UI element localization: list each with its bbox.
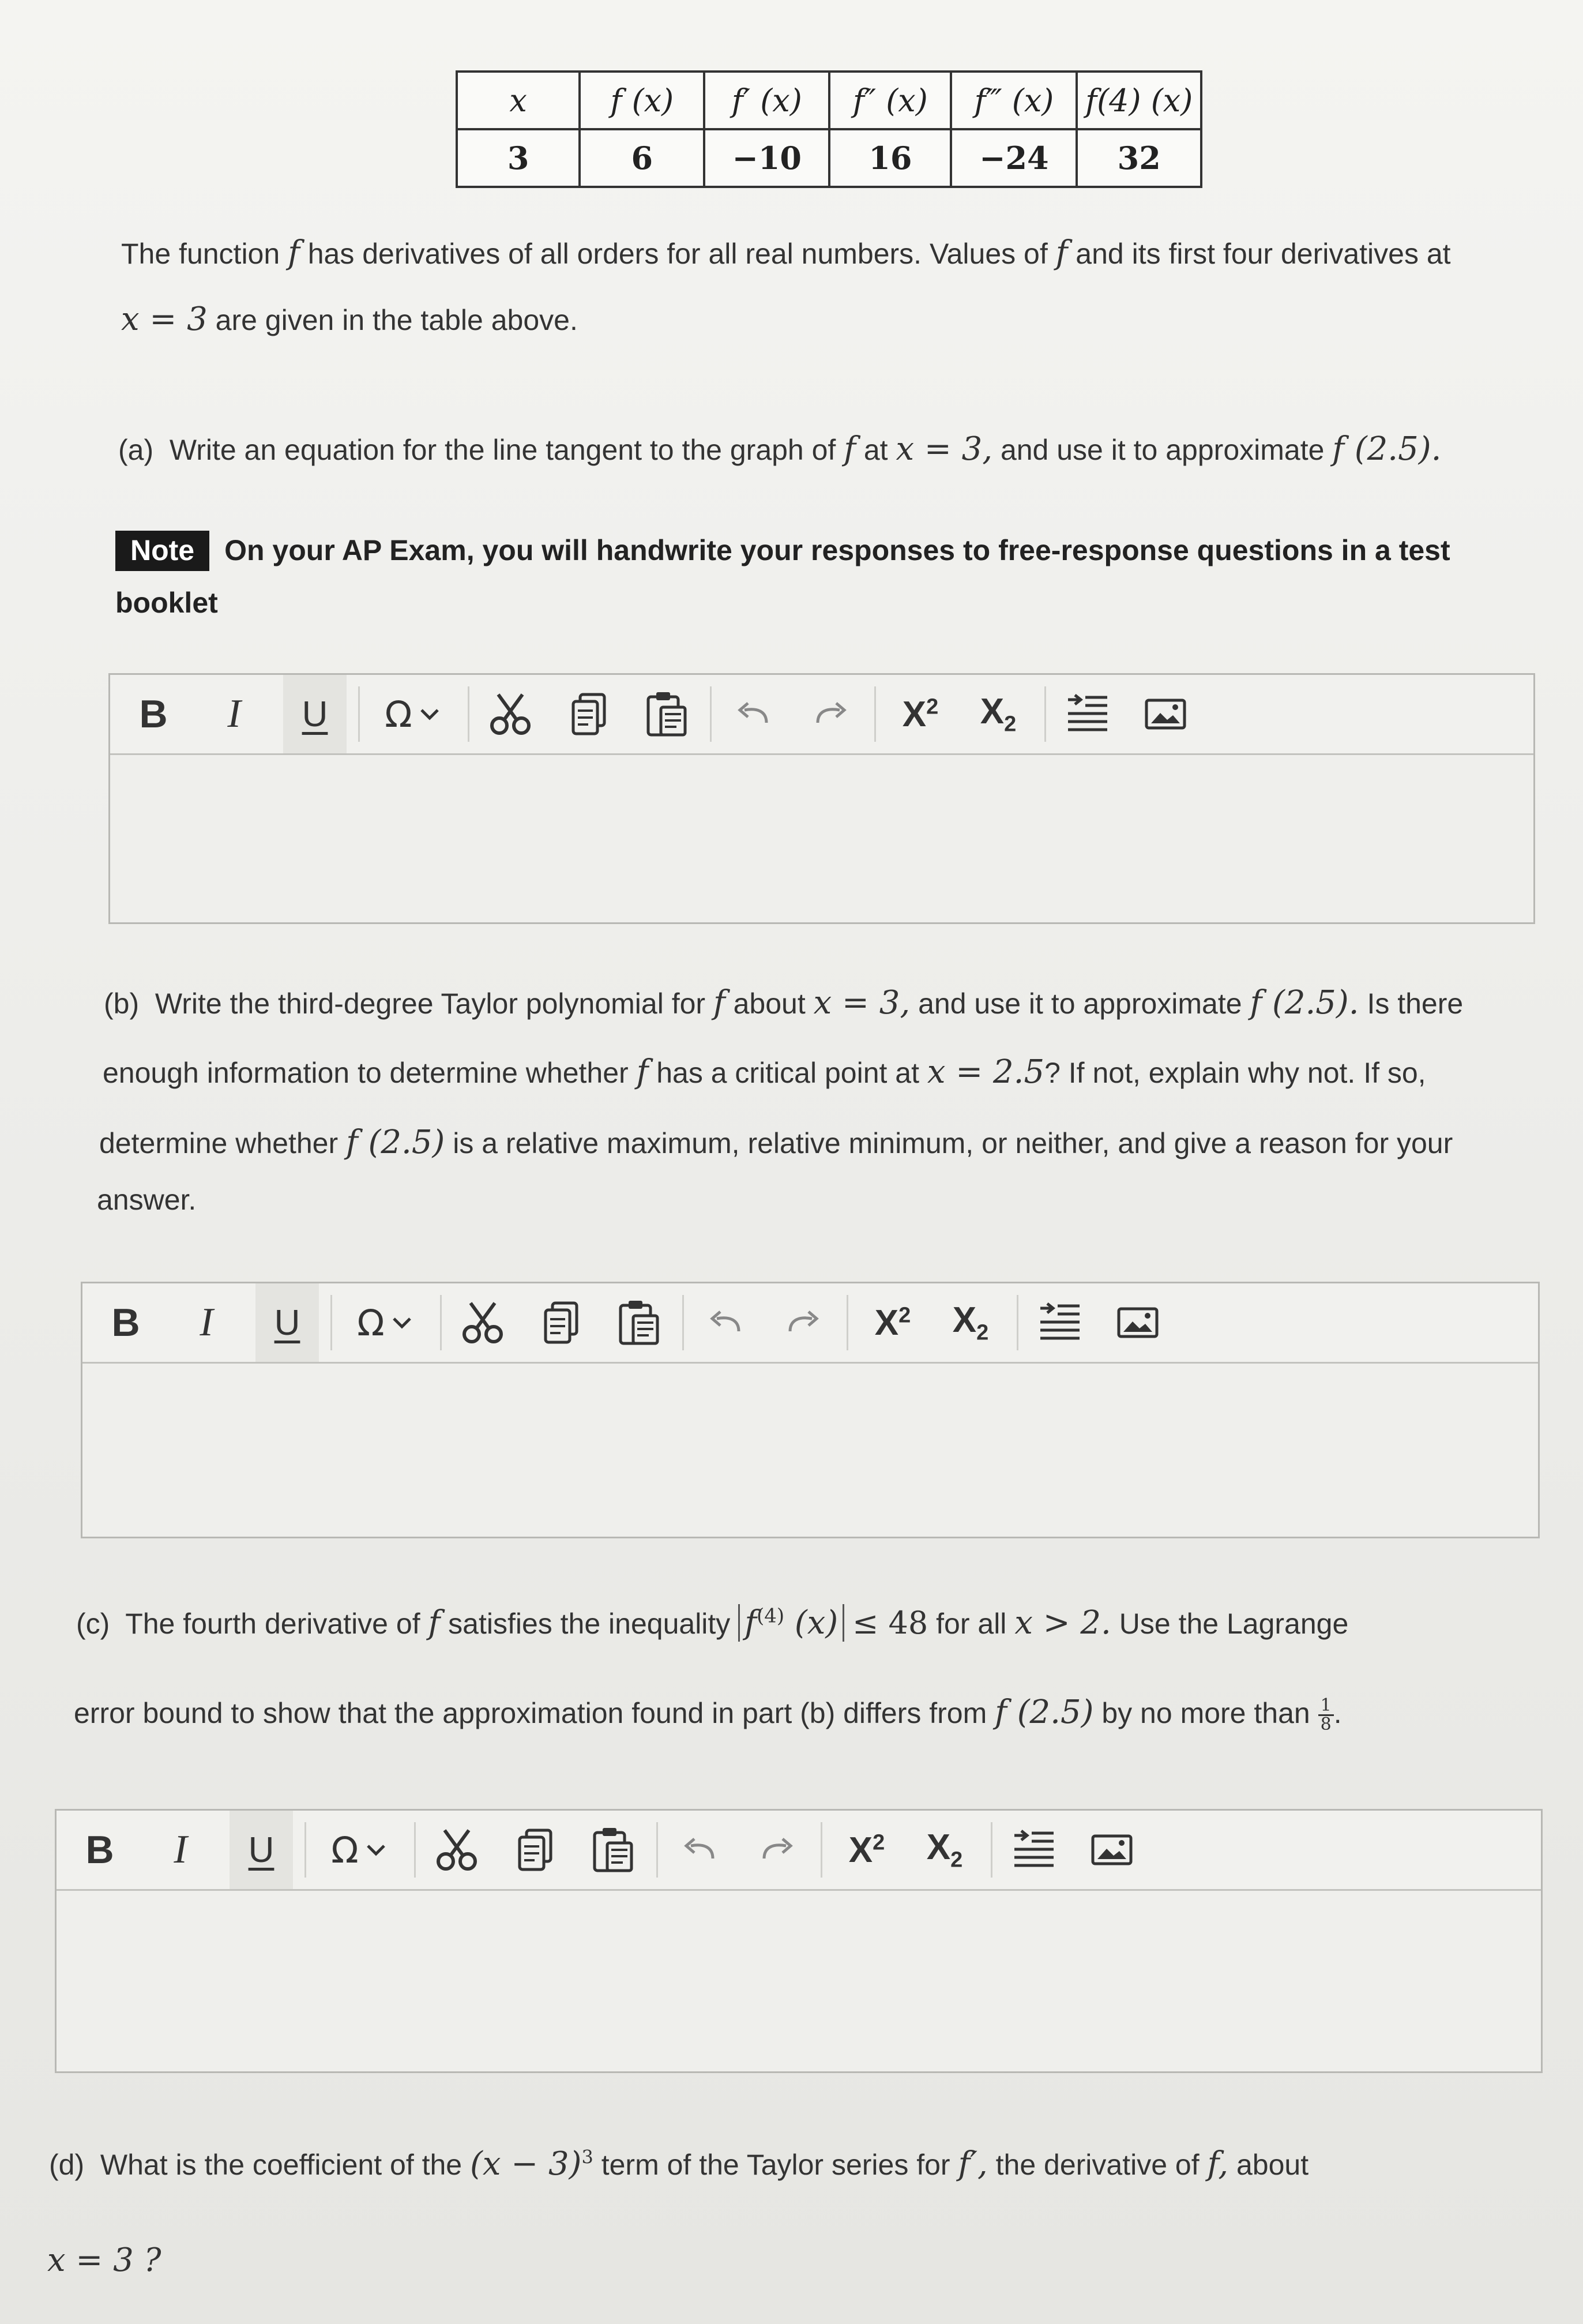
bold-button[interactable] bbox=[100, 1283, 152, 1362]
math-abs-f4: $f^{(4)}$ (x) bbox=[738, 1604, 844, 1642]
part-c-text: by no more than bbox=[1101, 1697, 1310, 1729]
bold-icon: B bbox=[85, 1828, 114, 1872]
part-b-text: and use it to approximate bbox=[918, 988, 1242, 1020]
subscript-base: X bbox=[952, 1300, 977, 1341]
part-d-line-2 bbox=[47, 2241, 161, 2280]
intro-line-2 bbox=[121, 300, 578, 339]
part-c-text: Use the Lagrange bbox=[1119, 1608, 1349, 1640]
part-c-text: for all bbox=[936, 1608, 1007, 1640]
paste-icon bbox=[617, 1298, 661, 1347]
table-cell-f2: 16 bbox=[829, 129, 951, 187]
paste-button[interactable] bbox=[635, 675, 698, 753]
special-characters-dropdown[interactable] bbox=[316, 1811, 403, 1889]
superscript-base: X bbox=[848, 1830, 873, 1870]
redo-icon bbox=[758, 1835, 796, 1864]
toolbar-divider bbox=[414, 1822, 416, 1878]
undo-icon bbox=[734, 700, 772, 729]
underline-button[interactable] bbox=[230, 1811, 293, 1889]
math-f-2-5: f (2.5). bbox=[1250, 984, 1359, 1022]
note-line-1 bbox=[115, 531, 1450, 571]
cut-button[interactable] bbox=[426, 1811, 489, 1889]
math-f-2-5: f (2.5) bbox=[995, 1694, 1094, 1731]
redo-button[interactable] bbox=[772, 1283, 835, 1362]
answer-input[interactable] bbox=[110, 755, 1533, 922]
underline-icon: U bbox=[302, 694, 328, 734]
special-characters-dropdown[interactable] bbox=[370, 675, 456, 753]
part-d-line-1 bbox=[49, 2145, 1308, 2183]
toolbar-divider bbox=[821, 1822, 822, 1878]
table-cell-f: 6 bbox=[580, 129, 704, 187]
toolbar-divider bbox=[682, 1295, 684, 1350]
answer-editor-c bbox=[55, 1809, 1543, 2073]
subscript-sub: 2 bbox=[950, 1848, 963, 1872]
part-a-question bbox=[118, 430, 1441, 468]
copy-button[interactable] bbox=[557, 675, 621, 753]
subscript-base: X bbox=[980, 692, 1005, 732]
table-header-f1: f′ (x) bbox=[704, 72, 829, 129]
fraction-denominator: 8 bbox=[1320, 1714, 1332, 1735]
note-badge: Note bbox=[115, 531, 209, 571]
copy-icon bbox=[515, 1827, 555, 1873]
italic-button[interactable] bbox=[208, 675, 260, 753]
math-exponent: 3 bbox=[581, 2146, 593, 2168]
note-line-2 bbox=[115, 585, 218, 620]
math-fraction-one-eighth bbox=[1318, 1697, 1334, 1733]
math-f: f, bbox=[1207, 2145, 1229, 2183]
math-x-eq-2-5: x = 2.5 bbox=[927, 1053, 1045, 1091]
superscript-exp: 2 bbox=[898, 1302, 911, 1327]
part-c-line-2: error bound to show that the approximation found in part (b) differs from f (2.5) by no more than $\frac{1}{8}$ . bbox=[74, 1694, 1342, 1735]
subscript-sub: 2 bbox=[1004, 712, 1017, 737]
image-icon bbox=[1116, 1305, 1159, 1340]
part-b-line-1 bbox=[104, 983, 1463, 1022]
math-f: f bbox=[1055, 234, 1068, 272]
part-b-text: about bbox=[733, 988, 806, 1020]
math-f: f bbox=[844, 430, 856, 468]
math-term: (x − 3) bbox=[470, 2145, 582, 2183]
image-icon bbox=[1144, 697, 1187, 731]
underline-button[interactable] bbox=[283, 675, 347, 753]
undo-icon bbox=[680, 1835, 719, 1864]
part-b-line-4 bbox=[97, 1182, 196, 1217]
part-b-text: Write the third-degree Taylor polynomial for bbox=[155, 988, 706, 1020]
superscript-icon bbox=[849, 1830, 885, 1871]
fraction-numerator: 1 bbox=[1318, 1697, 1334, 1716]
italic-icon: I bbox=[200, 1300, 213, 1345]
table-header-f4: f(4) (x) bbox=[1077, 72, 1201, 129]
superscript-button[interactable] bbox=[858, 1283, 927, 1362]
insert-image-button[interactable] bbox=[1134, 675, 1197, 753]
superscript-button[interactable] bbox=[886, 675, 955, 753]
table-header-row bbox=[457, 72, 1201, 129]
toolbar-divider bbox=[656, 1822, 658, 1878]
toolbar-divider bbox=[1017, 1295, 1018, 1350]
part-d-text: about bbox=[1236, 2149, 1309, 2181]
part-a-text: at bbox=[863, 434, 888, 466]
copy-icon bbox=[569, 691, 609, 737]
table-header-f2: f″ (x) bbox=[829, 72, 951, 129]
cut-icon bbox=[460, 1300, 506, 1346]
part-d-text: What is the coefficient of the bbox=[100, 2149, 463, 2181]
toolbar-divider bbox=[874, 686, 876, 742]
special-characters-dropdown[interactable] bbox=[342, 1283, 428, 1362]
toolbar-divider bbox=[468, 686, 469, 742]
bold-icon: B bbox=[111, 1301, 140, 1345]
answer-input[interactable] bbox=[57, 1891, 1541, 2071]
part-b-text: answer. bbox=[97, 1184, 197, 1216]
math-f: f bbox=[288, 234, 300, 272]
editor-toolbar bbox=[110, 675, 1533, 755]
indent-icon bbox=[1038, 1301, 1082, 1344]
math-f: f bbox=[428, 1604, 441, 1642]
redo-icon bbox=[812, 700, 850, 729]
math-x-eq-3: x = 3, bbox=[813, 984, 911, 1022]
superscript-icon bbox=[875, 1302, 911, 1343]
paste-icon bbox=[591, 1826, 635, 1874]
paste-button[interactable] bbox=[607, 1283, 671, 1362]
undo-button[interactable] bbox=[668, 1811, 731, 1889]
subscript-button[interactable] bbox=[964, 675, 1033, 753]
part-b-text: enough information to determine whether bbox=[103, 1057, 629, 1089]
math-x-eq-3: x = 3 bbox=[121, 301, 208, 338]
part-b-text: Is there bbox=[1367, 988, 1464, 1020]
part-d-text: the derivative of bbox=[995, 2149, 1200, 2181]
answer-text-area[interactable] bbox=[57, 1891, 1541, 2071]
subscript-icon bbox=[953, 1300, 989, 1345]
math-inequality: ≤ 48 bbox=[852, 1605, 928, 1641]
indent-icon bbox=[1012, 1829, 1056, 1871]
table-cell-f4: 32 bbox=[1077, 129, 1201, 187]
superscript-exp: 2 bbox=[873, 1830, 885, 1854]
math-f-2-5: f (2.5) bbox=[346, 1124, 445, 1161]
answer-text-area[interactable] bbox=[82, 1364, 1538, 1537]
indent-button[interactable] bbox=[1056, 675, 1119, 753]
part-b-text: determine whether bbox=[99, 1127, 339, 1159]
intro-text: has derivatives of all orders for all real numbers. Values of bbox=[307, 238, 1048, 270]
bold-button[interactable] bbox=[127, 675, 179, 753]
chevron-down-icon bbox=[418, 705, 441, 723]
cut-button[interactable] bbox=[479, 675, 543, 753]
cut-icon bbox=[488, 691, 534, 737]
note-text: booklet bbox=[115, 587, 218, 619]
paste-button[interactable] bbox=[581, 1811, 645, 1889]
italic-icon: I bbox=[227, 692, 241, 736]
table-header-f3: f‴ (x) bbox=[951, 72, 1077, 129]
insert-image-button[interactable] bbox=[1106, 1283, 1170, 1362]
bold-button[interactable] bbox=[74, 1811, 126, 1889]
toolbar-divider bbox=[710, 686, 712, 742]
note-text: On your AP Exam, you will handwrite your responses to free-response questions in a test bbox=[224, 534, 1450, 566]
part-c-line-1 bbox=[76, 1604, 1348, 1642]
editor-toolbar bbox=[82, 1283, 1538, 1364]
toolbar-divider bbox=[330, 1295, 332, 1350]
paste-icon bbox=[645, 690, 689, 738]
toolbar-divider bbox=[847, 1295, 848, 1350]
redo-button[interactable] bbox=[799, 675, 863, 753]
intro-text: are given in the table above. bbox=[215, 304, 578, 336]
intro-text: and its first four derivatives at bbox=[1076, 238, 1451, 270]
copy-icon bbox=[541, 1300, 581, 1346]
toolbar-divider bbox=[440, 1295, 442, 1350]
part-a-text: Write an equation for the line tangent to the graph of bbox=[169, 434, 836, 466]
chevron-down-icon bbox=[390, 1314, 413, 1331]
part-a-label: (a) bbox=[118, 434, 154, 466]
superscript-icon bbox=[903, 694, 939, 735]
superscript-button[interactable] bbox=[832, 1811, 901, 1889]
underline-button[interactable] bbox=[255, 1283, 319, 1362]
omega-icon: Ω bbox=[357, 1301, 385, 1344]
part-c-label: (c) bbox=[76, 1608, 110, 1640]
intro-line-1 bbox=[121, 234, 1451, 272]
part-d-text: term of the Taylor series for bbox=[601, 2149, 950, 2181]
part-c-text: The fourth derivative of bbox=[125, 1608, 420, 1640]
math-f: f bbox=[636, 1053, 649, 1091]
italic-icon: I bbox=[174, 1827, 187, 1872]
subscript-button[interactable] bbox=[910, 1811, 979, 1889]
part-b-text: has a critical point at bbox=[656, 1057, 920, 1089]
toolbar-divider bbox=[304, 1822, 306, 1878]
cut-icon bbox=[434, 1827, 480, 1873]
table-header-x: x bbox=[457, 72, 580, 129]
omega-icon: Ω bbox=[331, 1829, 359, 1871]
part-b-line-2 bbox=[103, 1053, 1426, 1091]
derivative-values-table bbox=[456, 70, 1202, 188]
superscript-exp: 2 bbox=[926, 694, 939, 719]
part-c-text: error bound to show that the approximation found in part (b) differs from bbox=[74, 1697, 987, 1729]
cut-button[interactable] bbox=[452, 1283, 515, 1362]
indent-button[interactable] bbox=[1028, 1283, 1092, 1362]
image-icon bbox=[1091, 1833, 1133, 1867]
copy-button[interactable] bbox=[529, 1283, 593, 1362]
answer-editor-b bbox=[81, 1282, 1540, 1538]
part-b-line-3 bbox=[99, 1123, 1453, 1162]
table-cell-f1: −10 bbox=[704, 129, 829, 187]
math-f-prime: f′, bbox=[958, 2145, 988, 2183]
part-d-label: (d) bbox=[49, 2149, 85, 2181]
math-x-gt-2: x > 2. bbox=[1014, 1604, 1111, 1642]
indent-icon bbox=[1066, 693, 1110, 735]
intro-text: The function bbox=[121, 238, 280, 270]
indent-button[interactable] bbox=[1002, 1811, 1066, 1889]
superscript-base: X bbox=[874, 1302, 899, 1343]
bold-icon: B bbox=[139, 692, 168, 736]
superscript-base: X bbox=[902, 694, 927, 734]
undo-button[interactable] bbox=[721, 675, 785, 753]
toolbar-divider bbox=[991, 1822, 992, 1878]
underline-icon: U bbox=[274, 1302, 300, 1343]
math-f-2-5: f (2.5). bbox=[1332, 430, 1442, 468]
table-cell-x: 3 bbox=[457, 129, 580, 187]
editor-toolbar bbox=[57, 1811, 1541, 1891]
part-c-text: satisfies the inequality bbox=[448, 1608, 731, 1640]
italic-button[interactable] bbox=[181, 1283, 232, 1362]
subscript-icon bbox=[927, 1827, 963, 1872]
subscript-base: X bbox=[926, 1827, 951, 1868]
toolbar-divider bbox=[1044, 686, 1046, 742]
omega-icon: Ω bbox=[385, 693, 412, 735]
table-header-f: f (x) bbox=[580, 72, 704, 129]
math-x-minus-3-cubed bbox=[470, 2145, 593, 2183]
math-x-eq-3: x = 3 ? bbox=[47, 2242, 161, 2279]
undo-icon bbox=[706, 1308, 745, 1337]
table-cell-f3: −24 bbox=[951, 129, 1077, 187]
chevron-down-icon bbox=[364, 1841, 388, 1859]
subscript-button[interactable] bbox=[936, 1283, 1005, 1362]
math-f: f bbox=[713, 984, 725, 1022]
italic-button[interactable] bbox=[155, 1811, 206, 1889]
redo-button[interactable] bbox=[746, 1811, 809, 1889]
answer-editor-a bbox=[108, 673, 1535, 924]
copy-button[interactable] bbox=[503, 1811, 567, 1889]
part-b-text: ? If not, explain why not. If so, bbox=[1044, 1057, 1426, 1089]
table-row bbox=[457, 129, 1201, 187]
answer-input[interactable] bbox=[82, 1364, 1538, 1537]
undo-button[interactable] bbox=[694, 1283, 757, 1362]
toolbar-divider bbox=[358, 686, 360, 742]
answer-text-area[interactable] bbox=[110, 755, 1533, 922]
part-b-label: (b) bbox=[104, 988, 140, 1020]
subscript-icon bbox=[980, 691, 1017, 737]
subscript-sub: 2 bbox=[976, 1320, 989, 1345]
insert-image-button[interactable] bbox=[1080, 1811, 1144, 1889]
underline-icon: U bbox=[248, 1830, 275, 1870]
redo-icon bbox=[784, 1308, 822, 1337]
part-a-text: and use it to approximate bbox=[1000, 434, 1325, 466]
part-b-text: is a relative maximum, relative minimum, or neither, and give a reason for your bbox=[453, 1127, 1453, 1159]
math-x-eq-3: x = 3, bbox=[896, 430, 993, 468]
